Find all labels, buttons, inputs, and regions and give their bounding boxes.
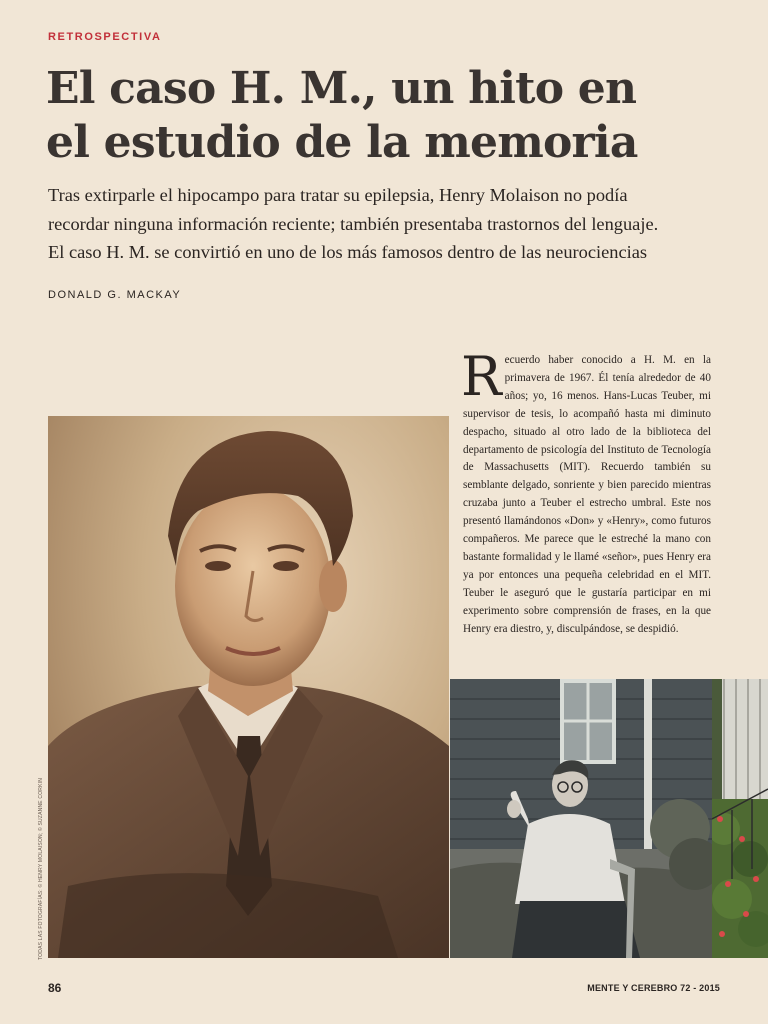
house-photo bbox=[450, 679, 712, 958]
article-dek bbox=[48, 181, 728, 267]
photo-credit: TODAS LAS FOTOGRAFÍAS: © HENRY MOLAISON; © SUZANNE CORKIN bbox=[38, 777, 44, 960]
title-line-2: el estudio de la memoria bbox=[46, 117, 638, 168]
dek-line-2: recordar ninguna información reciente; también presentaba trastornos del lenguaje. bbox=[48, 213, 659, 234]
article-body bbox=[461, 345, 711, 639]
portrait-illustration bbox=[48, 416, 449, 958]
title-line-1: El caso H. M., un hito en bbox=[46, 63, 637, 114]
garden-illustration bbox=[712, 679, 768, 958]
author-byline: DONALD G. MACKAY bbox=[48, 289, 182, 301]
article-body-text: ecuerdo haber conocido a H. M. en la primavera de 1967. Él tenía alrededor de 40 años; yo, 16 menos. Hans-Lucas Teuber, mi supervisor de tesis, lo acompañó hasta mi diminuto despacho, situado al otro lado de la biblioteca del departamento de psicología del Instituto de Tecnología de Massachusetts (MIT). Recuerdo también su semblante delgado, sonriente y bien parecido mientras cruzaba junto a Teuber el estrecho umbral. Este nos presentó llamándonos «Don» y «Henry», como futuros compañeros. Me parece que le estreché la mano con bastante formalidad y le llamé «señor», pues Henry era ya por entonces una pequeña celebridad en el MIT. Teuber le aseguró que le gustaría participar en mi experimento sobre comprensión de frases, en la que Henry era diestro, y, disculpándose, se despidió. bbox=[463, 354, 711, 635]
dek-line-3: El caso H. M. se convirtió en uno de los más famosos dentro de las neurociencias bbox=[48, 242, 648, 262]
section-kicker: RETROSPECTIVA bbox=[48, 31, 162, 43]
garden-photo bbox=[712, 679, 768, 958]
page-number: 86 bbox=[48, 981, 62, 995]
article-title bbox=[46, 62, 746, 170]
house-illustration bbox=[450, 679, 712, 958]
dek-line-1: Tras extirparle el hipocampo para tratar su epilepsia, Henry Molaison no podía bbox=[48, 185, 628, 205]
magazine-footer: MENTE Y CEREBRO 72 - 2015 bbox=[587, 983, 720, 993]
portrait-photo bbox=[48, 416, 449, 958]
drop-cap: R bbox=[461, 345, 502, 408]
